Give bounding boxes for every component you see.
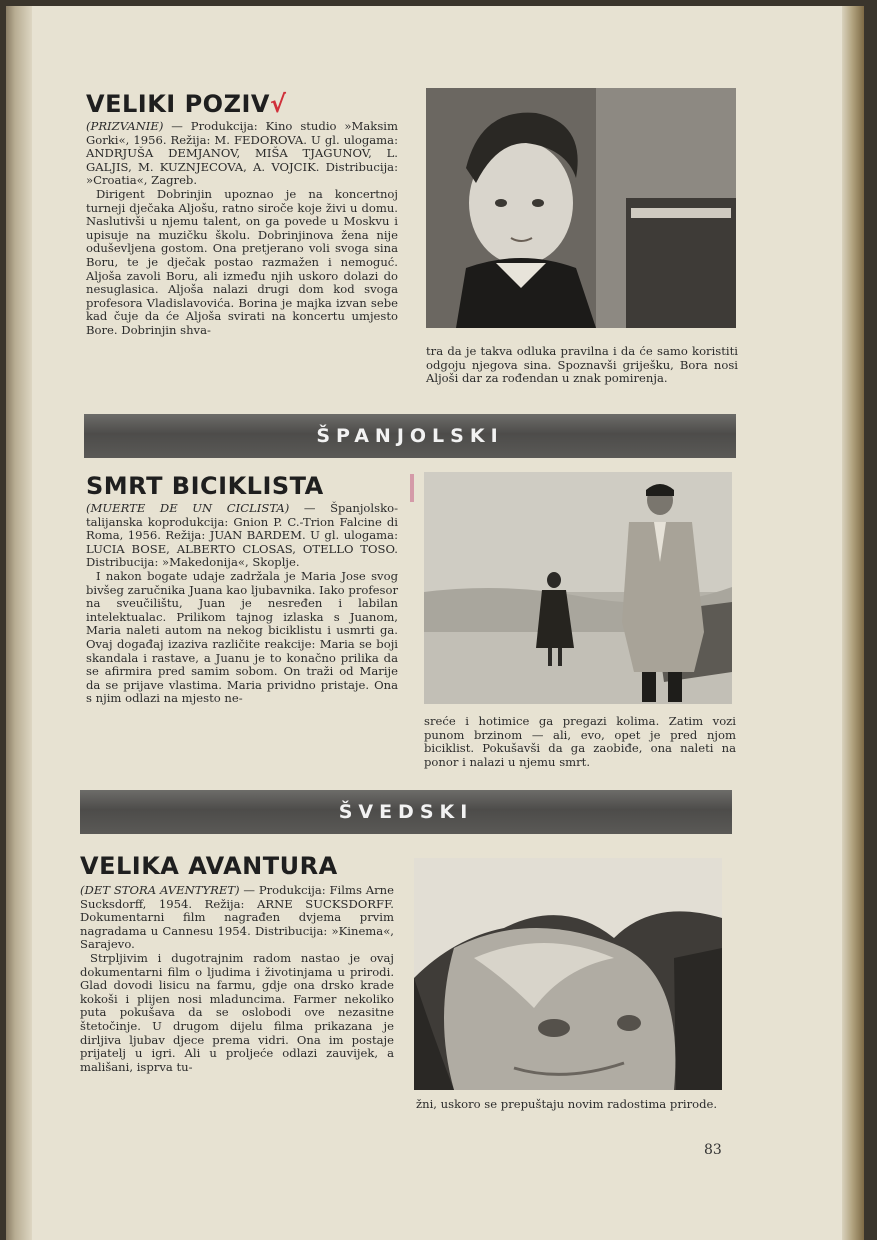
- photo-child-close-up: [414, 858, 722, 1090]
- film-title-smrt-biciklista: SMRT BICIKLISTA: [86, 472, 324, 500]
- banner-label: ŠVEDSKI: [338, 801, 474, 823]
- synopsis: I nakon bogate udaje zadržala je Maria Jose svog bivšeg zaručnika Juana kao ljubavnika. Iako profesor na sveučilištu, Juan je nesređen i labilan intelektualac. Prilikom tajnog izlaska s Juanom, Maria naleti autom na nekog biciklistu i usmrti ga. Ovaj događaj izaziva različite reakcije: Maria se boji skandala i rastave, a Juanu je to konačno prilika da se afirmira pred samim sobom. On traži od Marije da se prijave vlastima. Maria prividno pristaje. Ona s njim odlazi na mjesto ne-: [86, 568, 398, 706]
- film-title-text: VELIKI POZIV: [86, 90, 270, 118]
- photo-caption-veliki-poziv: tra da je takva odluka pravilna i da će samo koristiti odgoju njegova sina. Spoznavši griješku, Bora nosi Aljoši dar za rođendan u znak pomirenja.: [426, 344, 738, 386]
- film-credits: [86, 120, 398, 188]
- film-entry-velika-avantura: [80, 884, 394, 1074]
- original-title: (DET STORA AVENTYRET): [80, 883, 240, 897]
- photo-couple-outdoors-image: [424, 472, 732, 704]
- page-edge: [842, 6, 864, 1240]
- photo-caption-velika-avantura: žni, uskoro se prepuštaju novim radostima prirode.: [416, 1097, 718, 1111]
- synopsis: Strpljivim i dugotrajnim radom nastao je ovaj dokumentarni film o ljudima i životinjama u prirodi. Glad dovodi lisicu na farmu, gdje ona drsko krade kokoši i plijen nosi mladuncima. Farmer nekoliko puta pokušava da se oslobodi ove nezasitne štetočinje. U drugom dijelu filma prikazana je dirljiva ljubav djece prema vidri. Ona im postaje prijatelj u igri. Ali u proljeće odlazi zauvijek, a mališani, isprva tu-: [80, 950, 394, 1074]
- film-title-velika-avantura: VELIKA AVANTURA: [80, 852, 338, 880]
- credits-text: — Produkcija: Films Arne Sucksdorff, 1954. Režija: ARNE SUCKSDORFF. Dokumentarni film nagrađen dvjema prvim nagradama u Cannesu 1954. Distribucija: »Kinema«, Sarajevo.: [80, 883, 394, 952]
- film-entry-smrt-biciklista: [86, 502, 398, 706]
- magazine-page: [6, 6, 864, 1240]
- credits-text: — Španjolsko-talijanska koprodukcija: Gnion P. C.-Trion Falcine di Roma, 1956. Režija: JUAN BARDEM. U gl. ulogama: LUCIA BOSE, ALBERTO CLOSAS, OTELLO TOSO. Distribucija: »Makedonija«, Skoplje.: [86, 501, 398, 570]
- original-title: (MUERTE DE UN CICLISTA): [86, 501, 290, 515]
- film-credits: [86, 502, 398, 570]
- pink-ink-mark: [410, 474, 414, 502]
- synopsis: Dirigent Dobrinjin upoznao je na koncertnoj turneji dječaka Aljošu, ratno siroče koje živi u domu. Naslutivši u njemu talent, on ga povede u Moskvu i upisuje na muzičku školu. Dobrinjinova žena nije oduševljena gostom. Ona pretjerano voli svoga sina Boru, te je dječak postao razmažen i nemoguć. Aljoša zavoli Boru, ali između njih uskoro dolazi do nesuglasica. Aljoša nalazi drugi dom kod svoga profesora Vladislavovića. Borina je majka izvan sebe kad čuje da će Aljoša svirati na koncertu umjesto Bore. Dobrinjin shva-: [86, 186, 398, 337]
- red-checkmark: √: [269, 90, 287, 118]
- country-banner-swedish: [80, 790, 732, 834]
- film-credits: [80, 884, 394, 952]
- photo-couple-outdoors: [424, 472, 732, 704]
- photo-boy-at-piano-image: [426, 88, 736, 328]
- binding-spine: [6, 6, 32, 1240]
- film-entry-veliki-poziv: [86, 120, 398, 338]
- country-banner-spanish: [84, 414, 736, 458]
- original-title: (PRIZVANIE): [86, 119, 164, 133]
- photo-caption-smrt-biciklista: sreće i hotimice ga pregazi kolima. Zatim vozi punom brzinom — ali, evo, opet je pred njom biciklist. Pokušavši da ga zaobiđe, ona naleti na ponor i nalazi u njemu smrt.: [424, 714, 736, 769]
- banner-label: ŠPANJOLSKI: [316, 425, 504, 447]
- photo-child-close-up-image: [414, 858, 722, 1090]
- photo-boy-at-piano: [426, 88, 736, 328]
- page-number: 83: [704, 1142, 722, 1158]
- film-title-veliki-poziv: [86, 90, 287, 118]
- credits-text: — Produkcija: Kino studio »Maksim Gorki«, 1956. Režija: M. FEDOROVA. U gl. ulogama: ANDRJUŠA DEMJANOV, MIŠA TJAGUNOV, L. GALJIS, M. KUZNJECOVA, A. VOJCIK. Distribucija: »Croatia«, Zagreb.: [86, 119, 398, 188]
